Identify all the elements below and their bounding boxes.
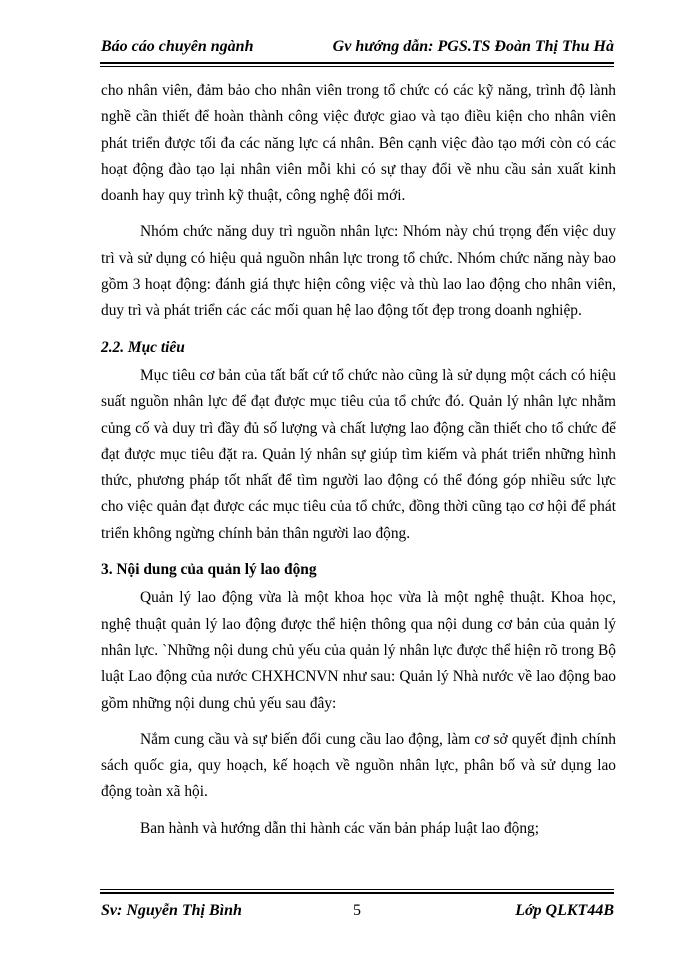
page-number: 5 — [353, 902, 361, 919]
page-footer — [101, 902, 614, 926]
paragraph-content: Quản lý lao động vừa là một khoa học vừa là một nghệ thuật. Khoa học, nghệ thuật quản lý lao động được thể hiện thông qua nội dung cơ bản của quản lý nhân lực. `Những nội dung chủ yếu của quản lý nhân lực được thể hiện rõ trong Bộ luật Lao động của nước CHXHCNVN như sau: Quản lý Nhà nước về lao động bao gồm những nội dung chủ yếu sau đây: — [101, 589, 616, 712]
heading-content: 3. Nội dung của quản lý lao động — [101, 561, 317, 579]
header-advisor: Gv hướng dẫn: PGS.TS Đoàn Thị Thu Hà — [332, 38, 614, 55]
paragraph-legislation: Ban hành và hướng dẫn thi hành các văn bản pháp luật lao động; — [140, 819, 539, 837]
paragraph-retention: Nhóm chức năng duy trì nguồn nhân lực: Nhóm này chú trọng đến việc duy trì và sử dụng có hiệu quả nguồn nhân lực trong tổ chức. Nhóm chức năng này bao gồm 3 hoạt động: đánh giá thực hiện công việc và thù lao lao động cho nhân viên, duy trì và phát triển các các mối quan hệ lao động tốt đẹp trong doanh nghiệp. — [101, 223, 616, 320]
page-header — [101, 38, 614, 62]
footer-divider — [100, 889, 614, 894]
paragraph-objectives: Mục tiêu cơ bản của tất bất cứ tổ chức nào cũng là sử dụng một cách có hiệu suất nguồn nhân lực để đạt được mục tiêu của tổ chức đó. Quản lý nhân lực nhằm củng cố và duy trì đầy đủ số lượng và chất lượng lao động cần thiết cho tổ chức để đạt được mục tiêu đặt ra. Quản lý nhân sự giúp tìm kiếm và phát triển những hình thức, phương pháp tốt nhất để tìm người lao động có thể đóng góp nhiều sức lực cho việc quản đạt được các mục tiêu của tổ chức, đồng thời cũng tạo cơ hội để phát triển không ngừng chính bản thân người lao động. — [101, 366, 616, 542]
header-divider — [100, 62, 614, 67]
paragraph-training: cho nhân viên, đảm bảo cho nhân viên trong tổ chức có các kỹ năng, trình độ lành nghề cần thiết để hoàn thành công việc được giao và tạo điều kiện cho nhân viên phát triển được tối đa các năng lực cá nhân. Bên cạnh việc đào tạo mới còn có các hoạt động đào tạo lại nhân viên mỗi khi có sự thay đổi về nhu cầu sản xuất kinh doanh hay quy trình kỹ thuật, công nghệ đổi mới. — [101, 82, 616, 205]
footer-class: Lớp QLKT44B — [515, 902, 614, 919]
footer-student: Sv: Nguyễn Thị Bình — [101, 902, 242, 919]
header-report-title: Báo cáo chuyên ngành — [101, 38, 254, 55]
heading-objectives: 2.2. Mục tiêu — [101, 338, 185, 356]
paragraph-supply-demand: Nắm cung cầu và sự biến đổi cung cầu lao động, làm cơ sở quyết định chính sách quốc gia, quy hoạch, kế hoạch về nguồn nhân lực, phân bố và sử dụng lao động toàn xã hội. — [101, 730, 616, 801]
document-body — [101, 78, 616, 842]
